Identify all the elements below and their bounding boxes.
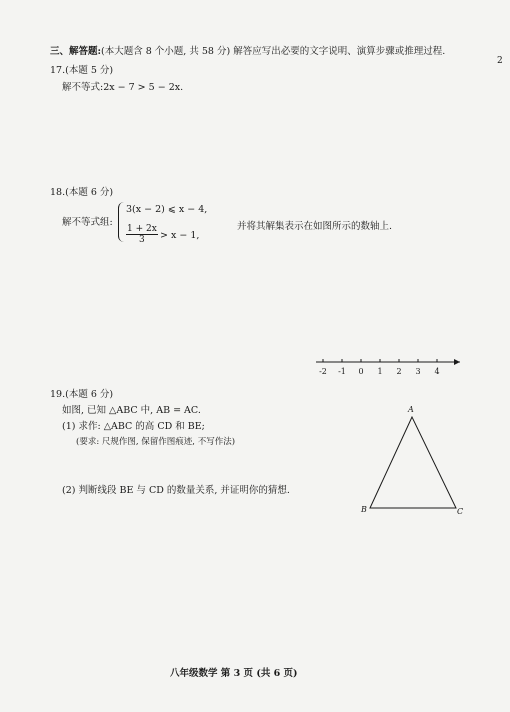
vertex-b-label: B <box>361 505 367 514</box>
number-line-tick-label: 1 <box>377 367 383 376</box>
q17-number: 17. <box>50 65 66 76</box>
vertex-c-label: C <box>457 507 464 516</box>
q19-number: 19. <box>50 389 66 400</box>
q19-part2: (2) 判断线段 BE 与 CD 的数量关系, 并证明你的猜想. <box>62 485 290 496</box>
page-footer: 八年级数学 第 3 页 (共 6 页) <box>170 668 298 679</box>
triangle-abc <box>370 417 456 508</box>
number-line-tick-label: 0 <box>358 367 364 376</box>
q19-header <box>50 389 113 400</box>
number-line-tick-label: 2 <box>396 367 402 376</box>
q19-score: (本题 6 分) <box>65 389 114 400</box>
fraction-numerator: 1 + 2x <box>127 224 157 234</box>
q18-task: 并将其解集表示在如图所示的数轴上. <box>237 221 393 232</box>
page-margin-mark: 2 <box>497 56 503 66</box>
q18-number: 18. <box>50 187 66 198</box>
q17-prompt: 解不等式:2x − 7 > 5 − 2x. <box>62 82 184 93</box>
q17-score: (本题 5 分) <box>65 65 114 76</box>
number-line-arrow <box>454 359 460 365</box>
q19-part1-note: (要求: 尺规作图, 保留作图痕迹, 不写作法) <box>76 437 236 447</box>
q19-given: 如图, 已知 △ABC 中, AB = AC. <box>62 405 201 416</box>
q18-score: (本题 6 分) <box>65 187 114 198</box>
vertex-a-label: A <box>408 405 414 414</box>
number-line-tick-label: 4 <box>434 367 440 376</box>
number-line-tick-label: -1 <box>338 367 346 376</box>
q18-inequality-2-tail: > x − 1, <box>160 230 200 241</box>
q18-lead: 解不等式组: <box>62 217 113 228</box>
section-instructions: (本大题含 8 个小题, 共 58 分) 解答应写出必要的文字说明、演算步骤或推理过程. <box>101 46 446 57</box>
number-line-tick-label: -2 <box>319 367 327 376</box>
section-heading: 三、解答题: <box>50 46 102 57</box>
number-line-tick-label: 3 <box>415 367 421 376</box>
fraction-denominator: 3 <box>139 235 145 245</box>
q18-inequality-1: 3(x − 2) ⩽ x − 4, <box>126 204 208 215</box>
q19-part1: (1) 求作: △ABC 的高 CD 和 BE; <box>62 421 205 432</box>
